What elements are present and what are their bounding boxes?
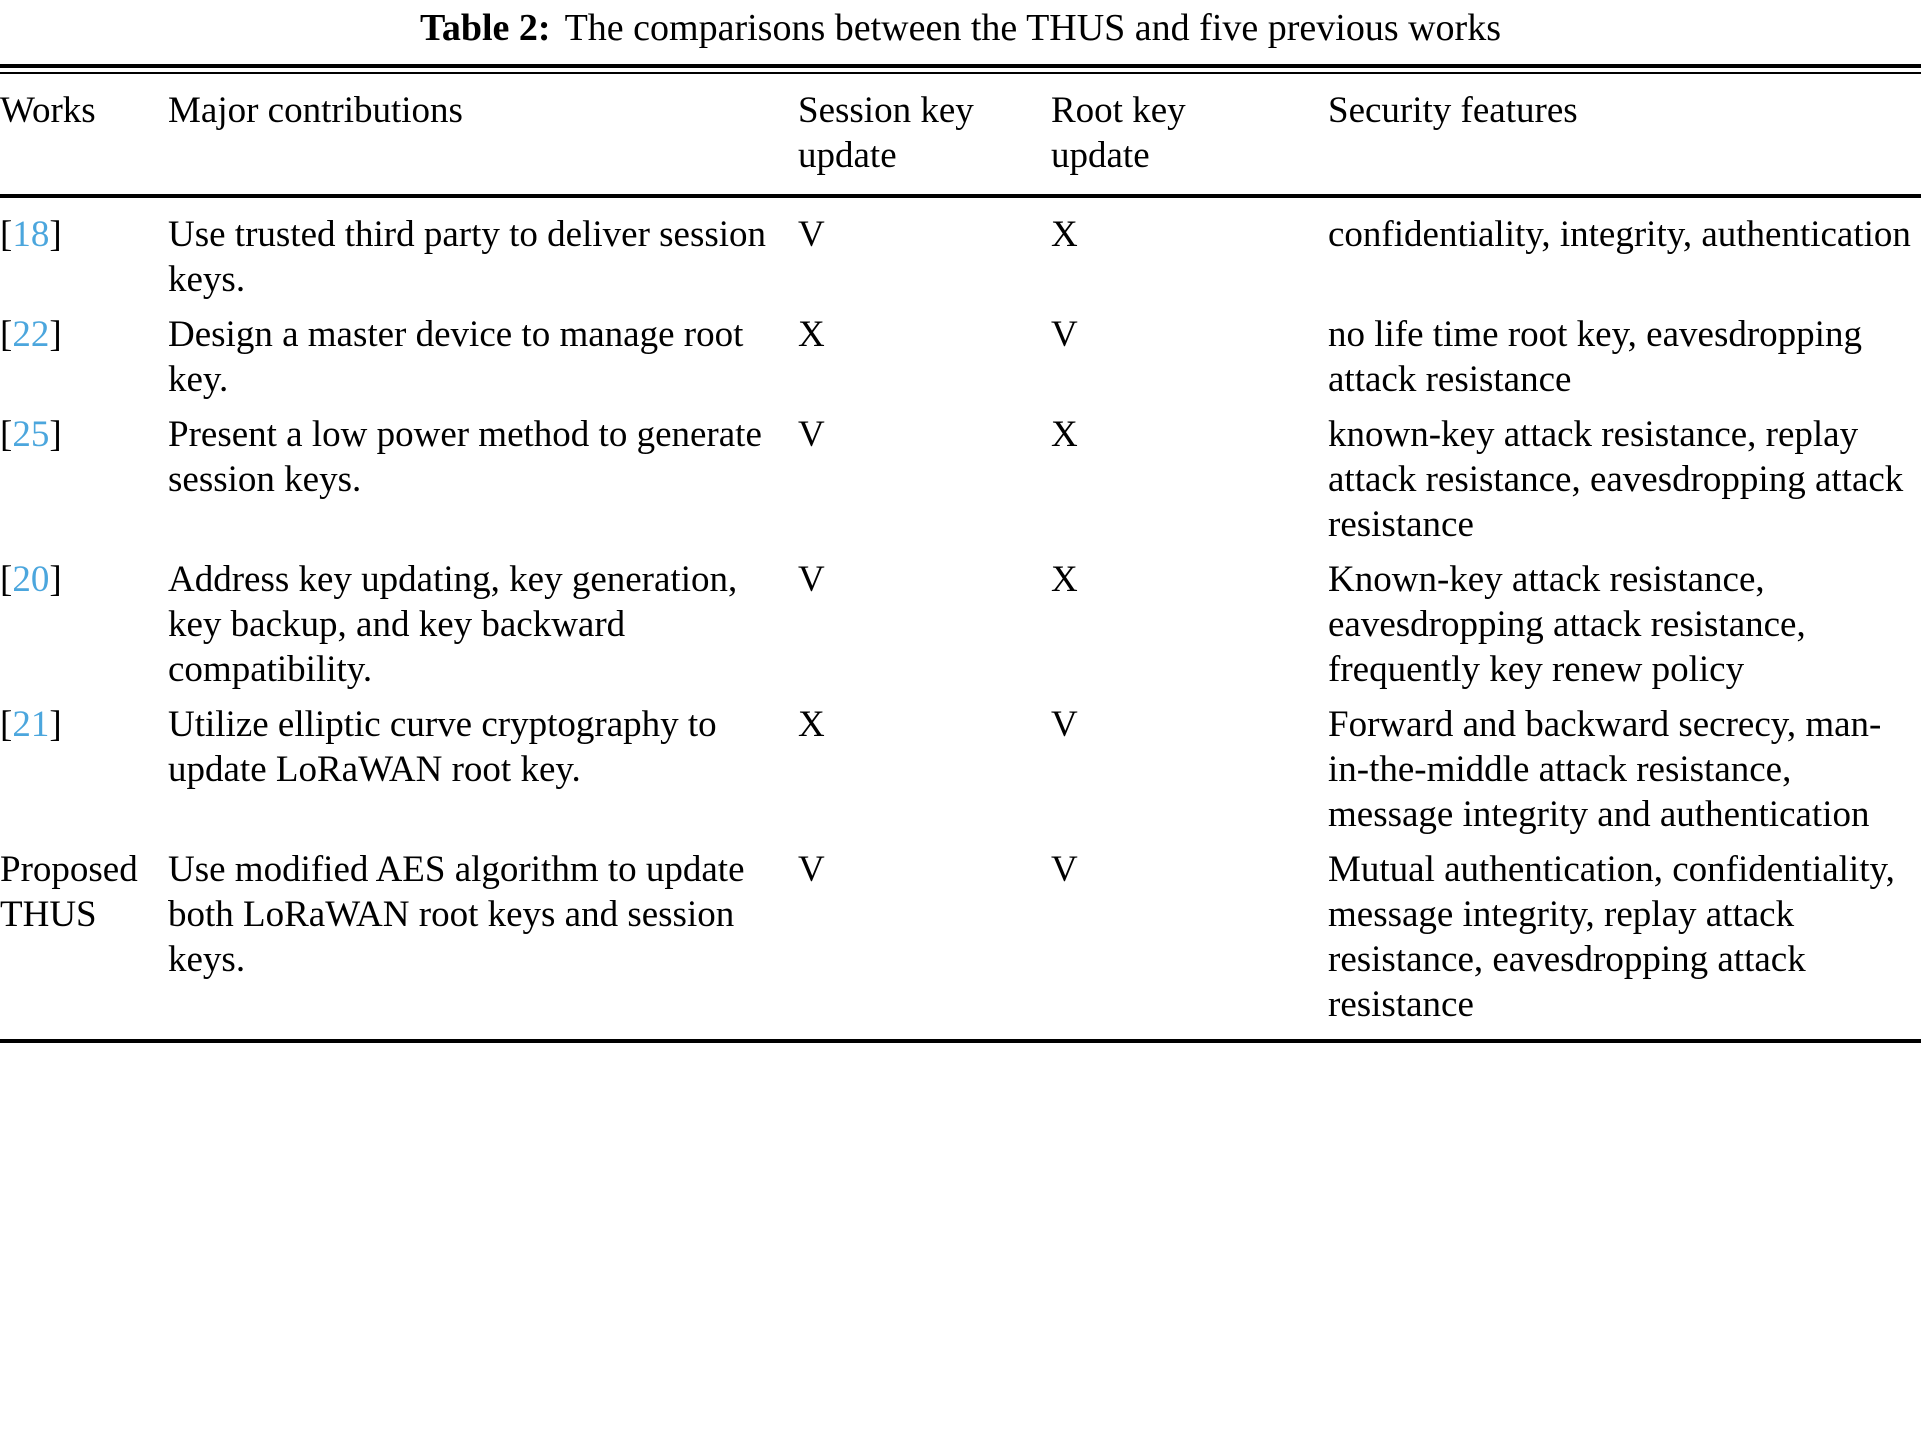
reference-number: 18 [12,214,50,255]
cell-session-key-update: V [798,414,825,455]
cell-session-key-update: V [798,849,825,890]
cell-security-features: Forward and backward secrecy, man-in-the-middle attack resistance, message integrity and authentication [1328,704,1882,835]
cell-security-features: known-key attack resistance, replay attack resistance, eavesdropping attack resistance [1328,414,1904,545]
cell-session-key-update: X [798,704,825,745]
cell-works: Proposed THUS [0,849,138,935]
table-row [0,407,1921,552]
table-row [0,842,1921,1037]
table-bottom-rule [0,1039,1921,1043]
cell-session-key-update: V [798,214,825,255]
bracket-close: ] [49,214,62,255]
column-header-root-line1: Root key [1051,90,1186,131]
bracket-close: ] [49,704,62,745]
bracket-close: ] [49,559,62,600]
bracket-close: ] [49,314,62,355]
cell-root-key-update: X [1051,559,1078,600]
bracket-open: [ [0,414,13,455]
bracket-open: [ [0,314,13,355]
column-header-session-line1: Session key [798,90,974,131]
table-caption [0,0,1921,52]
column-header-session-key-update [798,74,1051,194]
column-header-root-key-update [1051,74,1328,194]
reference-number: 21 [12,704,50,745]
caption-label: Table 2: [420,7,551,49]
cell-works [0,307,168,407]
cell-root-key-update: V [1051,314,1078,355]
cell-major-contributions: Address key updating, key generation, key backup, and key backward compatibility. [168,559,738,690]
cell-works [0,697,168,842]
caption-text: The comparisons between the THUS and five previous works [564,7,1501,49]
column-header-root-line2: update [1051,135,1150,176]
reference-link-20[interactable] [0,559,62,600]
column-header-security-line1: Security features [1328,90,1578,131]
bracket-open: [ [0,214,13,255]
table-row [0,552,1921,697]
table-row [0,697,1921,842]
table-header-row [0,74,1921,194]
cell-root-key-update: X [1051,214,1078,255]
reference-number: 25 [12,414,50,455]
cell-session-key-update: X [798,314,825,355]
cell-root-key-update: V [1051,704,1078,745]
cell-security-features: Known-key attack resistance, eavesdropping attack resistance, frequently key renew policy [1328,559,1806,690]
cell-works [0,198,168,307]
cell-security-features: Mutual authentication, confidentiality, message integrity, replay attack resistance, eavesdropping attack resistance [1328,849,1895,1025]
table-top-rule [0,64,1921,74]
cell-major-contributions: Use modified AES algorithm to update both LoRaWAN root keys and session keys. [168,849,745,980]
cell-major-contributions: Use trusted third party to deliver session keys. [168,214,767,300]
comparison-table-body [0,198,1921,1037]
cell-session-key-update: V [798,559,825,600]
column-header-security-features [1328,74,1921,194]
comparison-table [0,74,1921,194]
cell-major-contributions: Present a low power method to generate session keys. [168,414,762,500]
reference-link-22[interactable] [0,314,62,355]
cell-root-key-update: V [1051,849,1078,890]
cell-major-contributions: Design a master device to manage root key. [168,314,744,400]
cell-works [0,407,168,552]
reference-link-25[interactable] [0,414,62,455]
cell-major-contributions: Utilize elliptic curve cryptography to update LoRaWAN root key. [168,704,717,790]
column-header-works-line1: Works [0,90,96,131]
cell-security-features: confidentiality, integrity, authentication [1328,214,1911,255]
reference-link-18[interactable] [0,214,62,255]
bracket-open: [ [0,704,13,745]
cell-root-key-update: X [1051,414,1078,455]
reference-link-21[interactable] [0,704,62,745]
cell-works [0,552,168,697]
bracket-close: ] [49,414,62,455]
column-header-session-line2: update [798,135,897,176]
column-header-works [0,74,168,194]
reference-number: 20 [12,559,50,600]
column-header-contributions-line1: Major contributions [168,90,463,131]
reference-number: 22 [12,314,50,355]
cell-security-features: no life time root key, eavesdropping attack resistance [1328,314,1862,400]
column-header-major-contributions [168,74,798,194]
table-row [0,198,1921,307]
table-row [0,307,1921,407]
bracket-open: [ [0,559,13,600]
